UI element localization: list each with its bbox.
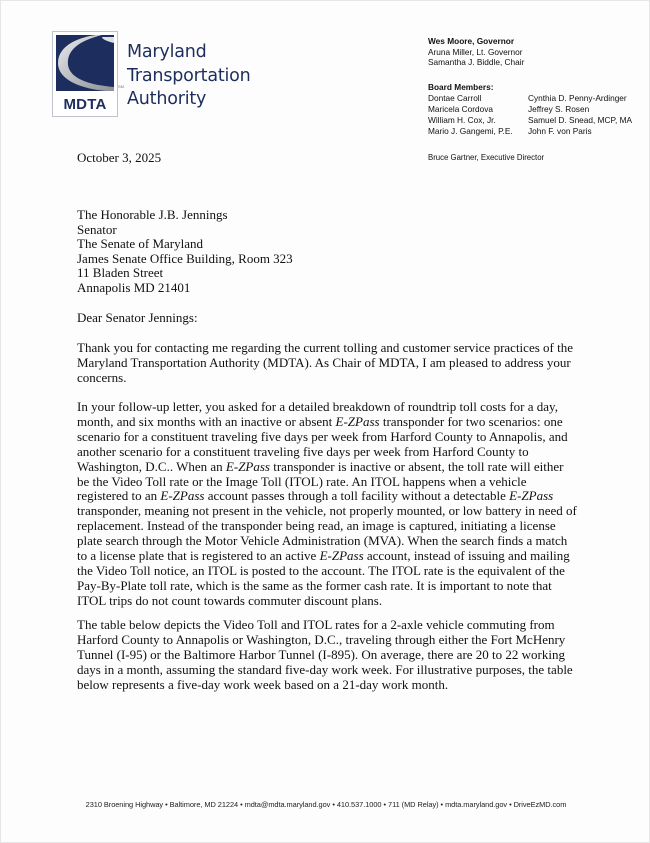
paragraph-table-intro: The table below depicts the Video Toll and ITOL rates for a 2-axle vehicle commuting from Harford County to Annapolis or Washington, D.C., traveling through either the Fort McHenry Tunnel (I-95) or the Baltimore Harbor Tunnel (I-895). On average, there are 20 to 22 working days in a month, assuming the standard five-day work week. For illustrative purposes, the table below represents a five-day work week based on a 21-day work month. bbox=[77, 617, 573, 692]
text-run: In your follow-up letter, you asked for a detailed breakdown of roundtrip toll costs for a day, month, and six months with an inactive or absent bbox=[77, 399, 558, 429]
text-run: transponder is inactive or absent, the toll rate will either be the Video Toll rate or the Image Toll (ITOL) rate. An ITOL happens when a vehicle registered to an bbox=[77, 458, 564, 504]
address-line: Annapolis MD 21401 bbox=[77, 279, 191, 295]
road-curve-icon bbox=[56, 35, 114, 91]
address-line: 11 Bladen Street bbox=[77, 265, 164, 281]
board-member: Jeffrey S. Rosen bbox=[528, 104, 590, 114]
board-members bbox=[428, 82, 632, 137]
ezpass-term: E-ZPass bbox=[509, 488, 554, 504]
board-members-title: Board Members: bbox=[428, 82, 494, 92]
text-run: account, instead of issuing and mailing the Video Toll notice, an ITOL is posted to the account. The ITOL rate is the equivalent of the Pay-By-Plate toll rate, which is the same as the former cash rate. It is important to note that ITOL trips do not count towards commuter discount plans. bbox=[77, 548, 570, 608]
lt-governor: Aruna Miller, Lt. Governor bbox=[428, 46, 523, 57]
org-name-line: Transportation bbox=[127, 65, 251, 86]
ezpass-term: E-ZPass bbox=[225, 458, 270, 474]
chair: Samantha J. Biddle, Chair bbox=[428, 57, 525, 67]
ezpass-term: E-ZPass bbox=[319, 548, 364, 564]
board-member: Samuel D. Snead, MCP, MA bbox=[528, 115, 633, 125]
logo-road-graphic bbox=[56, 35, 114, 91]
board-member: Dontae Carroll bbox=[428, 93, 482, 103]
recipient-address bbox=[77, 208, 293, 296]
paragraph-toll-explanation bbox=[77, 400, 577, 609]
text-run: account passes through a toll facility without a detectable bbox=[204, 488, 510, 504]
governor: Wes Moore, Governor bbox=[428, 36, 515, 46]
board-member: Mario J. Gangemi, P.E. bbox=[428, 126, 513, 136]
text-run: transponder, meaning not present in the vehicle, not properly mounted, or low battery in need of replacement. Instead of the transponder being read, an image is captured, initiating a license plate search through the Motor Vehicle Administration (MVA). When the search finds a match to a license plate that is registered to an active bbox=[77, 503, 577, 564]
footer-contact: 2310 Broening Highway • Baltimore, MD 21224 • mdta@mdta.maryland.gov • 410.537.1000 • 711 (MD Relay) • mdta.maryland.gov • DriveEzMD.com bbox=[85, 800, 567, 809]
ezpass-term: E-ZPass bbox=[160, 488, 205, 504]
service-mark: SM bbox=[118, 84, 124, 89]
address-line: The Senate of Maryland bbox=[77, 236, 203, 252]
letter-date: October 3, 2025 bbox=[77, 150, 162, 165]
ezpass-term: E-ZPass bbox=[335, 413, 380, 429]
text-run: transponder for two scenarios: one scenario for a constituent traveling five days per week from Harford County to Annapolis, and another scenario for a constituent traveling five days per week from Harford County to Washington, D.C.. When an bbox=[77, 413, 568, 474]
organization-name bbox=[127, 41, 251, 112]
address-line: The Honorable J.B. Jennings bbox=[77, 207, 228, 222]
logo-acronym: MDTA bbox=[63, 96, 107, 113]
board-member: Cynthia D. Penny-Ardinger bbox=[528, 93, 627, 103]
board-column-2 bbox=[528, 93, 632, 137]
board-member: William H. Cox, Jr. bbox=[428, 115, 496, 125]
paragraph-intro: Thank you for contacting me regarding the current tolling and customer service practices of the Maryland Transportation Authority (MDTA). As Chair of MDTA, I am pleased to address your concerns. bbox=[77, 340, 573, 385]
mdta-logo bbox=[52, 31, 124, 117]
salutation: Dear Senator Jennings: bbox=[77, 310, 198, 325]
address-line: Senator bbox=[77, 221, 117, 237]
address-line: James Senate Office Building, Room 323 bbox=[77, 250, 293, 266]
org-name-line: Maryland bbox=[127, 42, 207, 62]
board-column-1 bbox=[428, 93, 528, 137]
officials-list bbox=[428, 36, 524, 68]
org-name-line: Authority bbox=[127, 89, 207, 109]
board-member: John F. von Paris bbox=[528, 126, 592, 136]
board-member: Maricela Cordova bbox=[428, 104, 494, 114]
executive-director: Bruce Gartner, Executive Director bbox=[428, 153, 545, 162]
